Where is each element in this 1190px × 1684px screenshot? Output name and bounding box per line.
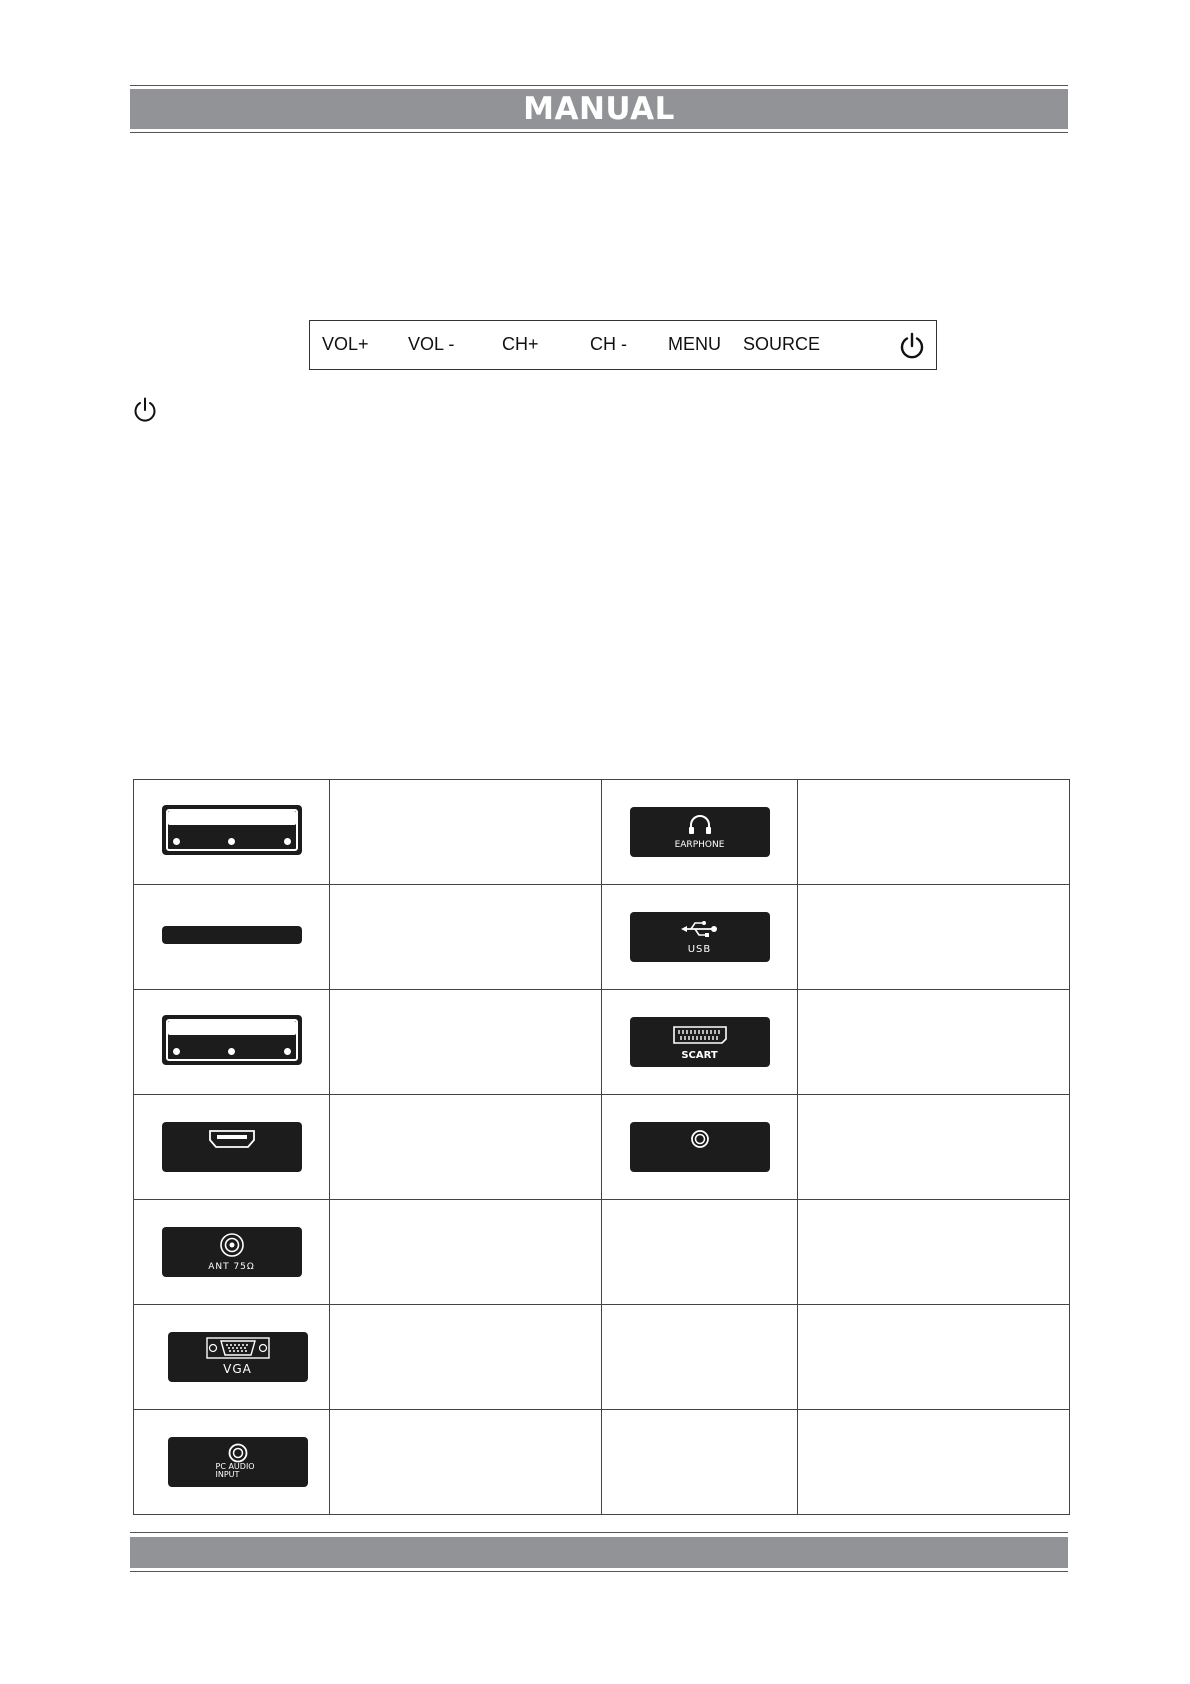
pc-audio-label-line2: INPUT xyxy=(215,1470,240,1479)
ci-slot-icon xyxy=(162,926,302,944)
port-icon-cell xyxy=(134,780,330,885)
header-rule-top xyxy=(130,85,1068,86)
ports-table xyxy=(133,779,1070,1515)
port-icon-cell xyxy=(134,1305,330,1410)
header-band xyxy=(130,89,1068,129)
port-description-cell xyxy=(330,1095,602,1200)
scart-connector-icon xyxy=(672,1025,728,1045)
table-row xyxy=(134,885,1070,990)
empty-cell xyxy=(602,1410,798,1515)
port-description-cell xyxy=(798,1410,1070,1515)
headphones-icon xyxy=(687,813,713,835)
port-description-cell xyxy=(798,780,1070,885)
port-icon-cell xyxy=(602,780,798,885)
audio-jack-icon xyxy=(227,1442,249,1464)
port-description-cell xyxy=(330,1410,602,1515)
vga-label: VGA xyxy=(223,1362,252,1376)
pc-audio-label xyxy=(216,1463,255,1479)
page-title: MANUAL xyxy=(523,91,675,127)
table-row xyxy=(134,1200,1070,1305)
port-icon-cell xyxy=(602,990,798,1095)
power-icon xyxy=(132,397,158,423)
port-description-cell xyxy=(330,780,602,885)
usb-label: USB xyxy=(687,944,712,955)
port-description-cell xyxy=(798,990,1070,1095)
port-description-cell xyxy=(798,1305,1070,1410)
av-input-icon xyxy=(162,805,302,855)
port-icon-cell xyxy=(134,1200,330,1305)
usb-symbol-icon xyxy=(681,920,719,938)
earphone-icon xyxy=(630,807,770,857)
source-button[interactable]: SOURCE xyxy=(743,334,821,354)
vol-up-button[interactable]: VOL+ xyxy=(322,334,369,354)
port-description-cell xyxy=(798,885,1070,990)
earphone-label: EARPHONE xyxy=(674,840,725,850)
table-row xyxy=(134,1410,1070,1515)
antenna-jack-icon xyxy=(219,1232,245,1258)
footer-band xyxy=(130,1537,1068,1568)
pc-audio-icon xyxy=(168,1437,308,1487)
control-button-strip xyxy=(309,320,937,370)
table-row xyxy=(134,1305,1070,1410)
port-icon-cell xyxy=(134,1095,330,1200)
empty-cell xyxy=(602,1200,798,1305)
port-icon-cell xyxy=(134,990,330,1095)
antenna-label: ANT 75Ω xyxy=(208,1262,255,1272)
ch-up-button[interactable]: CH+ xyxy=(502,334,539,354)
table-row xyxy=(134,1095,1070,1200)
scart-label: SCART xyxy=(681,1050,718,1061)
port-description-cell xyxy=(798,1095,1070,1200)
usb-icon xyxy=(630,912,770,962)
coaxial-icon xyxy=(630,1122,770,1172)
header-rule-bottom xyxy=(130,132,1068,133)
ypbpr-icon xyxy=(162,1015,302,1065)
coaxial-jack-icon xyxy=(690,1129,710,1149)
empty-cell xyxy=(602,1305,798,1410)
footer-rule-bottom xyxy=(130,1571,1068,1572)
port-description-cell xyxy=(798,1200,1070,1305)
hdmi-icon xyxy=(162,1122,302,1172)
power-icon[interactable] xyxy=(898,332,926,360)
port-icon-cell xyxy=(134,1410,330,1515)
table-row xyxy=(134,780,1070,885)
port-icon-cell xyxy=(602,885,798,990)
menu-button[interactable]: MENU xyxy=(668,334,721,354)
port-description-cell xyxy=(330,885,602,990)
hdmi-connector-icon xyxy=(209,1130,255,1148)
port-icon-cell xyxy=(134,885,330,990)
footer-rule-top xyxy=(130,1532,1068,1533)
ch-down-button[interactable]: CH - xyxy=(590,334,627,354)
antenna-icon xyxy=(162,1227,302,1277)
pc-audio-label-line1: PC AUDIO xyxy=(215,1462,255,1471)
vga-connector-icon xyxy=(206,1337,270,1359)
port-description-cell xyxy=(330,1200,602,1305)
scart-icon xyxy=(630,1017,770,1067)
port-icon-cell xyxy=(602,1095,798,1200)
port-description-cell xyxy=(330,990,602,1095)
vga-icon xyxy=(168,1332,308,1382)
port-description-cell xyxy=(330,1305,602,1410)
vol-down-button[interactable]: VOL - xyxy=(408,334,455,354)
table-row xyxy=(134,990,1070,1095)
